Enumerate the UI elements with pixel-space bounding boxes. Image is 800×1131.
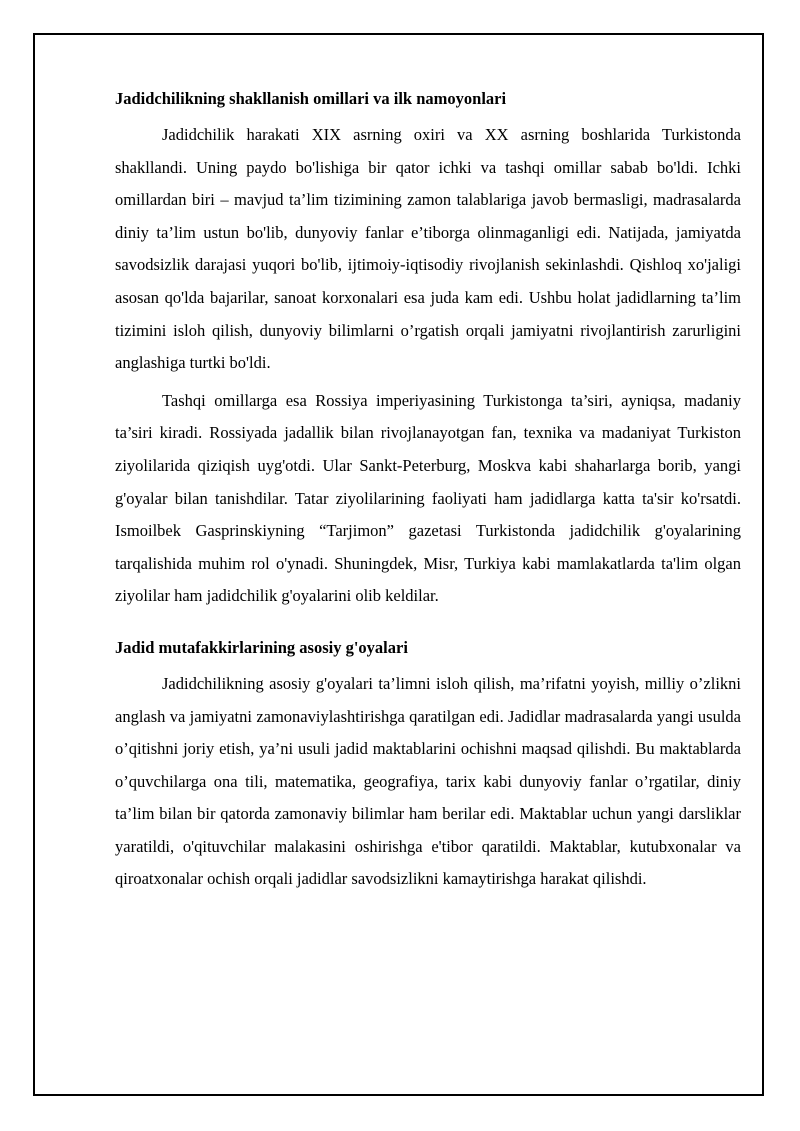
paragraph-main-ideas: Jadidchilikning asosiy g'oyalari ta’limni isloh qilish, ma’rifatni yoyish, milliy o’zlikni anglash va jamiyatni zamonaviylashtirishga qaratilgan edi. Jadidlar madrasalarda yangi usulda o’qitishni joriy etish, ya’ni usuli jadid maktablarini ochishni maqsad qilishdi. Bu maktablarda o’quvchilarga ona tili, matematika, geografiya, tarix kabi dunyoviy fanlar o’rgatilar, diniy ta’lim bilan bir qatorda zamonaviy bilimlar ham berilar edi. Maktablar uchun yangi darsliklar yaratildi, o'qituvchilar malakasini oshirishga e'tibor qaratildi. Maktablar, kutubxonalar va qiroatxonalar ochish orqali jadidlar savodsizlikni kamaytirishga harakat qilishdi. bbox=[115, 673, 741, 889]
document-body bbox=[115, 86, 741, 896]
paragraph-external-factors: Tashqi omillarga esa Rossiya imperiyasining Turkistonga ta’siri, ayniqsa, madaniy ta’siri kiradi. Rossiyada jadallik bilan rivojlanayotgan fan, texnika va madaniyat Turkiston ziyolilarida qiziqish uyg'otdi. Ular Sankt-Peterburg, Moskva kabi shaharlarga borib, yangi g'oyalar bilan tanishdilar. Tatar ziyolilarining faoliyati ham jadidlarga katta ta'sir ko'rsatdi. Ismoilbek Gasprinskiyning “Tarjimon” gazetasi Turkistonda jadidchilik g'oyalarining tarqalishida muhim rol o'ynadi. Shuningdek, Misr, Turkiya kabi mamlakatlarda ta'lim olgan ziyolilar ham jadidchilik g'oyalarini olib keldilar. bbox=[115, 390, 741, 606]
section-heading-formation: Jadidchilikning shakllanish omillari va ilk namoyonlari bbox=[115, 89, 507, 108]
paragraph-internal-factors: Jadidchilik harakati XIX asrning oxiri va XX asrning boshlarida Turkistonda shakllandi. Uning paydo bo'lishiga bir qator ichki va tashqi omillar sabab bo'ldi. Ichki omillardan biri – mavjud ta’lim tizimining zamon talablariga javob bermasligi, madrasalarda diniy ta’lim ustun bo'lib, dunyoviy fanlar e’tiborga olinmaganligi edi. Natijada, jamiyatda savodsizlik darajasi yuqori bo'lib, ijtimoiy-iqtisodiy rivojlanish sekinlashdi. Qishloq xo'jaligi asosan qo'lda bajarilar, sanoat korxonalari esa juda kam edi. Ushbu holat jadidlarning ta’lim tizimini isloh qilish, dunyoviy bilimlarni o’rgatish orqali jamiyatni rivojlantirish zarurligini anglashiga turtki bo'ldi. bbox=[115, 125, 741, 373]
section-heading-main-ideas: Jadid mutafakkirlarining asosiy g'oyalari bbox=[115, 637, 408, 657]
